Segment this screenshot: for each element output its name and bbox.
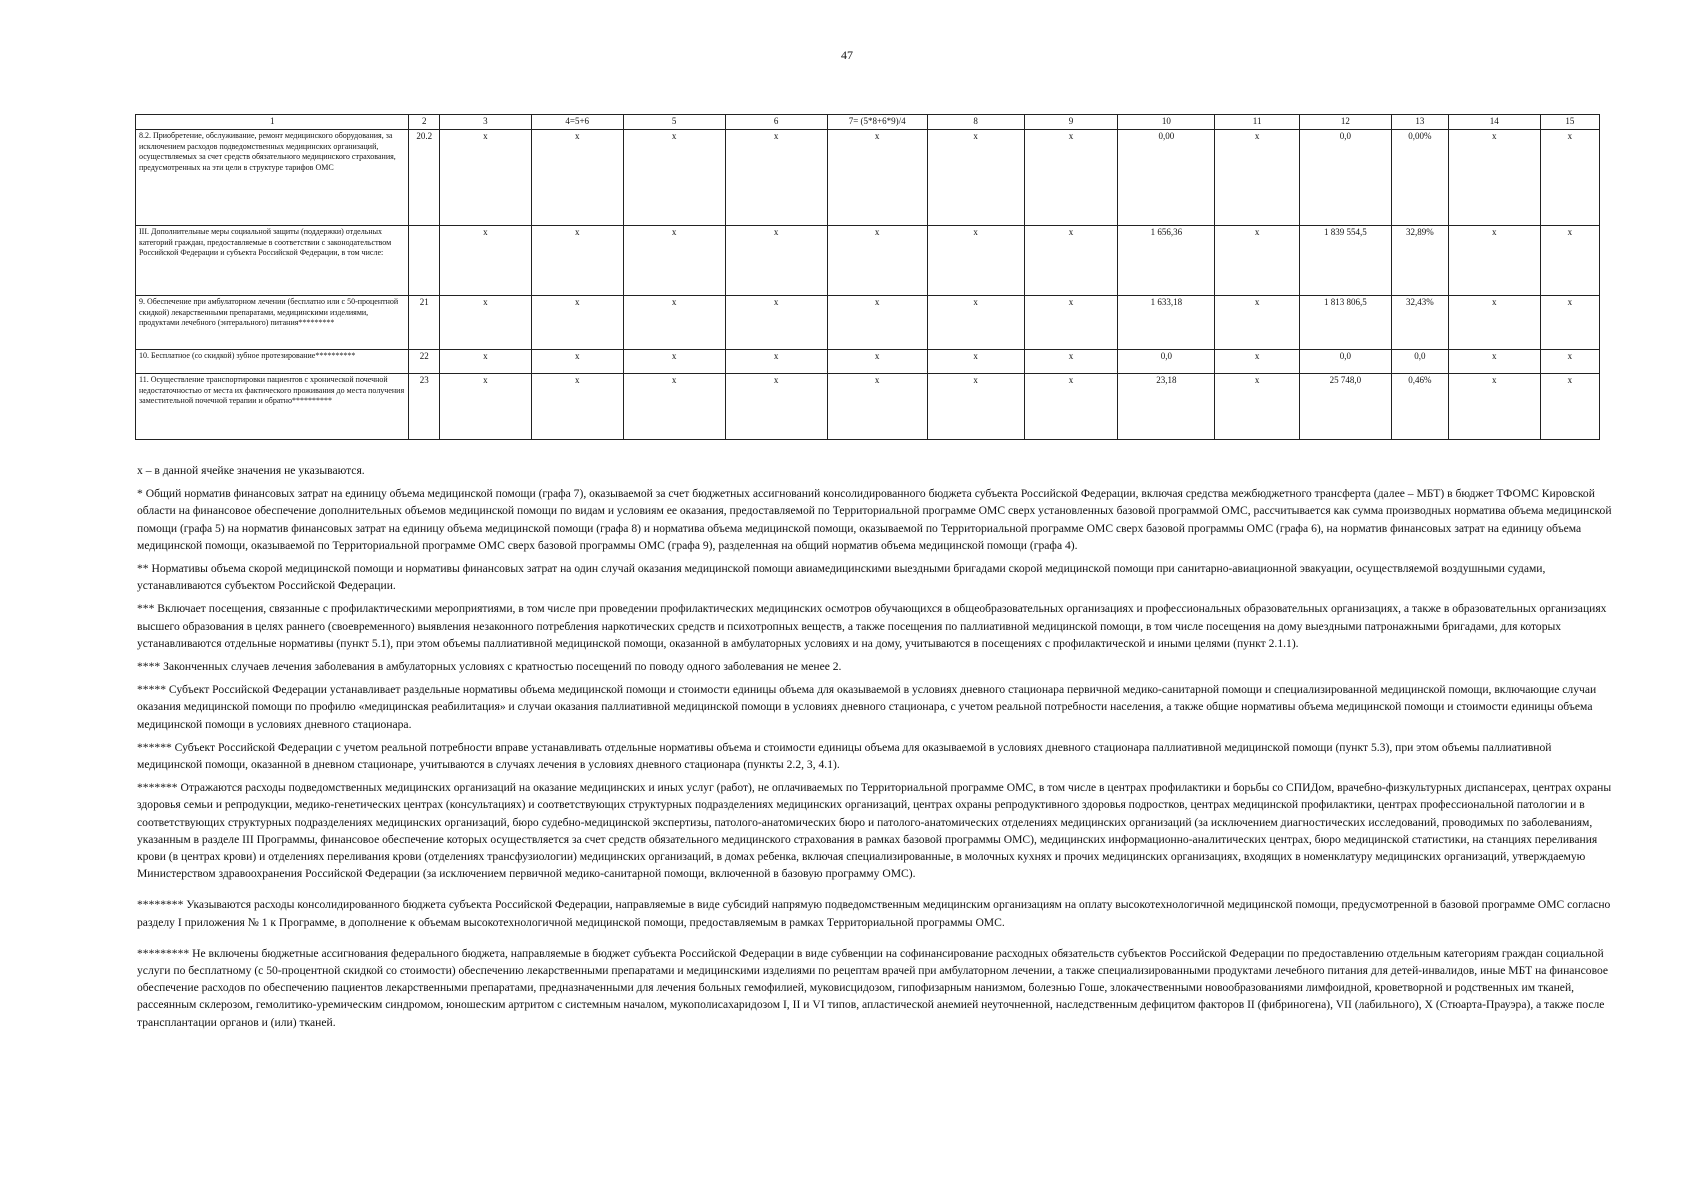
column-header: 3: [440, 115, 532, 130]
table-cell: x: [623, 374, 725, 440]
column-header: 2: [409, 115, 440, 130]
column-header: 9: [1024, 115, 1118, 130]
table-cell: 0,0: [1391, 350, 1448, 374]
table-cell: x: [531, 296, 623, 350]
table-cell: x: [531, 350, 623, 374]
column-header: 6: [725, 115, 827, 130]
footnote: ****** Субъект Российской Федерации с учетом реальной потребности вправе устанавливать отдельные нормативы объема и стоимости единицы объема для оказываемой в условиях дневного стационара паллиативной медицинской помощи (пункт 5.3), при этом объемы паллиативной медицинской помощи, оказанной в дневном стационаре, учитываются в случаях лечения в условиях дневного стационара (пункты 2.2, 3, 4.1).: [137, 740, 1552, 772]
table-cell: x: [927, 374, 1024, 440]
column-header: 10: [1118, 115, 1215, 130]
table-cell: x: [1215, 226, 1300, 296]
table-cell: [409, 226, 440, 296]
table-cell: 21: [409, 296, 440, 350]
table-cell: x: [725, 350, 827, 374]
table-cell: x: [1215, 130, 1300, 226]
footnote: **** Законченных случаев лечения заболевания в амбулаторных условиях с кратностью посещений по поводу одного заболевания не менее 2.: [137, 660, 842, 674]
footnote: ******** Указываются расходы консолидированного бюджета субъекта Российской Федерации, направляемые в виде субсидий напрямую подведомственным медицинским организациям на оплату высокотехнологичной медицинской помощи, предусмотренной в базовой программе ОМС согласно разделу I приложения № 1 к Программе, в дополнение к объемам высокотехнологичной медицинской помощи, предоставляемым в рамках Территориальной программы ОМС.: [137, 898, 1611, 929]
table-row: [136, 226, 1600, 296]
table-cell: x: [827, 130, 927, 226]
table-row: [136, 296, 1600, 350]
table-cell: 1 839 554,5: [1299, 226, 1391, 296]
table-cell: 22: [409, 350, 440, 374]
footnote: ********* Не включены бюджетные ассигнования федерального бюджета, направляемые в бюджет субъекта Российской Федерации в виде субвенции на софинансирование расходных обязательств субъектов Российской Федерации по предоставлению отдельным категориям граждан социальной услуги по бесплатному (с 50-процентной скидкой со стоимости) обеспечению лекарственными препаратами и медицинскими изделиями по рецептам врачей при амбулаторном лечении, а также специализированными продуктами лечебного питания для детей-инвалидов, иные МБТ на финансовое обеспечение расходов по обеспечению пациентов лекарственными препаратами, предназначенными для лечения больных гемофилией, муковисцидозом, гипофизарным нанизмом, болезнью Гоше, злокачественными новообразованиями лимфоидной, кроветворной и родственных им тканей, рассеянным склерозом, гемолитико-уремическим синдромом, юношеским артритом с системным началом, мукополисахаридозом I, II и VI типов, апластической анемией неуточненной, наследственным дефицитом факторов II (фибриногена), VII (лабильного), X (Стюарта-Прауэра), а также после трансплантации органов и (или) тканей.: [137, 946, 1609, 1029]
table-cell: x: [440, 374, 532, 440]
column-header: 11: [1215, 115, 1300, 130]
table-cell: 32,43%: [1391, 296, 1448, 350]
row-label: III. Дополнительные меры социальной защиты (поддержки) отдельных категорий граждан, предоставляемые в соответствии с законодательством Российской Федерации и субъекта Российской Федерации, в том числе:: [136, 226, 409, 296]
table-cell: x: [827, 296, 927, 350]
page-number: 47: [841, 48, 853, 62]
footnote: x – в данной ячейке значения не указываются.: [137, 464, 365, 477]
column-header: 14: [1448, 115, 1540, 130]
data-table: [135, 114, 1600, 440]
table-cell: x: [827, 350, 927, 374]
column-header: 7= (5*8+6*9)/4: [827, 115, 927, 130]
table-cell: 20.2: [409, 130, 440, 226]
column-header: 8: [927, 115, 1024, 130]
table-cell: x: [440, 226, 532, 296]
column-header: 1: [136, 115, 409, 130]
column-header: 15: [1540, 115, 1599, 130]
table-row: [136, 374, 1600, 440]
table-cell: x: [927, 130, 1024, 226]
table-cell: x: [1024, 374, 1118, 440]
table-cell: x: [1540, 130, 1599, 226]
footnote: ***** Субъект Российской Федерации устанавливает раздельные нормативы объема медицинской помощи и стоимости единицы объема для оказываемой в условиях дневного стационара первичной медико-санитарной помощи и специализированной медицинской помощи, включающие случаи оказания медицинской помощи по профилю «медицинская реабилитация» и случаи оказания паллиативной медицинской помощи в условиях дневного стационара, с учетом реальной потребности населения, а также общие нормативы объема медицинской помощи и стоимости единицы объема медицинской помощи в условиях дневного стационара.: [137, 683, 1597, 731]
table-cell: x: [725, 374, 827, 440]
table-cell: x: [827, 226, 927, 296]
table-cell: x: [725, 130, 827, 226]
table-cell: x: [440, 296, 532, 350]
table-cell: 0,00: [1118, 130, 1215, 226]
table-header-row: [136, 115, 1600, 130]
table-cell: x: [531, 374, 623, 440]
table-cell: 1 633,18: [1118, 296, 1215, 350]
table-cell: x: [1540, 296, 1599, 350]
table-cell: 32,89%: [1391, 226, 1448, 296]
table-cell: 0,46%: [1391, 374, 1448, 440]
column-header: 13: [1391, 115, 1448, 130]
table-cell: x: [623, 296, 725, 350]
table-cell: 0,00%: [1391, 130, 1448, 226]
table-cell: x: [531, 130, 623, 226]
table-cell: x: [623, 226, 725, 296]
footnote: ******* Отражаются расходы подведомственных медицинских организаций на оказание медицинских и иных услуг (работ), не оплачиваемых по Территориальной программе ОМС, в том числе в центрах профилактики и борьбы со СПИДом, врачебно-физкультурных диспансерах, центрах охраны здоровья семьи и репродукции, медико-генетических центрах (консультациях) и соответствующих структурных подразделениях медицинских организаций, центрах охраны репродуктивного здоровья подростков, центрах медицинской профилактики, центрах профессиональной патологии и в соответствующих структурных подразделениях медицинских организаций, бюро судебно-медицинской экспертизы, патолого-анатомических бюро и патолого-анатомических отделениях медицинских организаций (за исключением диагностических исследований, проводимых по заболеваниям, указанным в разделе III Программы, финансовое обеспечение которых осуществляется за счет средств обязательного медицинского страхования в рамках базовой программы ОМС), медицинских информационно-аналитических центрах, бюро медицинской статистики, на станциях переливания крови (в центрах крови) и отделениях переливания крови (отделениях трансфузиологии) медицинских организаций, в домах ребенка, включая специализированные, в молочных кухнях и прочих медицинских организациях, входящих в номенклатуру медицинских организаций, утверждаемую Министерством здравоохранения Российской Федерации (за исключением первичной медико-санитарной помощи, включенной в базовую программу ОМС).: [137, 781, 1612, 881]
column-header: 4=5+6: [531, 115, 623, 130]
table-cell: x: [927, 226, 1024, 296]
table-cell: x: [1540, 374, 1599, 440]
footnote: * Общий норматив финансовых затрат на единицу объема медицинской помощи (графа 7), оказываемой за счет бюджетных ассигнований консолидированного бюджета субъекта Российской Федерации, включая средства межбюджетного трансферта (далее – МБТ) в бюджет ТФОМС Кировской области на финансовое обеспечение дополнительных объемов медицинской помощи по видам и условиям ее оказания, предоставляемой по Территориальной программе ОМС сверх установленных базовой программой ОМС, рассчитывается как сумма производных норматива объема медицинской помощи (графа 5) на норматив финансовых затрат на единицу объема медицинской помощи (графа 8) и норматива объема медицинской помощи, оказываемой по Территориальной программе ОМС сверх базовой программы ОМС (графа 6), на норматив финансовых затрат на единицу объема медицинской помощи, оказываемой по Территориальной программе ОМС сверх базовой программы ОМС (графа 9), разделенная на общий норматив объема медицинской помощи (графа 4).: [137, 487, 1612, 552]
table-cell: x: [1215, 296, 1300, 350]
table-cell: 25 748,0: [1299, 374, 1391, 440]
table-cell: x: [623, 130, 725, 226]
table-cell: x: [1024, 296, 1118, 350]
table-cell: x: [927, 350, 1024, 374]
row-label: 9. Обеспечение при амбулаторном лечении (бесплатно или с 50-процентной скидкой) лекарственными препаратами, медицинскими изделиями, продуктами лечебного (энтерального) питания*********: [136, 296, 409, 350]
table-cell: x: [1448, 350, 1540, 374]
footnote: *** Включает посещения, связанные с профилактическими мероприятиями, в том числе при проведении профилактических медицинских осмотров обучающихся в общеобразовательных организациях и профессиональных образовательных организациях, а также в образовательных организациях высшего образования в целях раннего (своевременного) выявления незаконного потребления наркотических средств и психотропных веществ, а также посещения по паллиативной медицинской помощи, в том числе посещения на дому выездными патронажными бригадами, для которых устанавливаются отдельные нормативы (пункт 5.1), при этом объемы паллиативной медицинской помощи, оказанной в амбулаторных условиях и на дому, учитываются в посещениях с профилактической и иными целями (пункт 2.1.1).: [137, 602, 1607, 650]
column-header: 5: [623, 115, 725, 130]
table-cell: x: [827, 374, 927, 440]
table-cell: x: [440, 130, 532, 226]
table-cell: x: [1215, 374, 1300, 440]
row-label: 10. Бесплатное (со скидкой) зубное протезирование**********: [136, 350, 409, 374]
table-row: [136, 350, 1600, 374]
table-cell: x: [1024, 350, 1118, 374]
table-cell: x: [1448, 226, 1540, 296]
table-cell: x: [1540, 226, 1599, 296]
table-cell: x: [1448, 296, 1540, 350]
table-cell: 0,0: [1118, 350, 1215, 374]
table-cell: 0,0: [1299, 130, 1391, 226]
table-cell: 23: [409, 374, 440, 440]
table-cell: x: [725, 226, 827, 296]
table-cell: 1 656,36: [1118, 226, 1215, 296]
table-cell: x: [623, 350, 725, 374]
table-cell: x: [1448, 374, 1540, 440]
table-cell: x: [1024, 226, 1118, 296]
table-cell: 23,18: [1118, 374, 1215, 440]
row-label: 11. Осуществление транспортировки пациентов с хронической почечной недостаточностью от места их фактического проживания до места получения заместительной почечной терапии и обратно**********: [136, 374, 409, 440]
table-cell: x: [531, 226, 623, 296]
table-cell: x: [1448, 130, 1540, 226]
footnote: ** Нормативы объема скорой медицинской помощи и нормативы финансовых затрат на один случай оказания медицинской помощи авиамедицинскими выездными бригадами скорой медицинской помощи при санитарно-авиационной эвакуации, осуществляемой воздушными судами, устанавливаются субъектом Российской Федерации.: [137, 562, 1546, 593]
footnotes: [137, 462, 1617, 1037]
table-cell: x: [440, 350, 532, 374]
table-cell: x: [927, 296, 1024, 350]
table-cell: x: [1540, 350, 1599, 374]
table-row: [136, 130, 1600, 226]
table-cell: x: [1024, 130, 1118, 226]
table-cell: x: [1215, 350, 1300, 374]
table-cell: 0,0: [1299, 350, 1391, 374]
column-header: 12: [1299, 115, 1391, 130]
row-label: 8.2. Приобретение, обслуживание, ремонт медицинского оборудования, за исключением расходов подведомственных медицинских организаций, осуществляемых за счет средств обязательного медицинского страхования, предусмотренных на эти цели в структуре тарифов ОМС: [136, 130, 409, 226]
table-cell: x: [725, 296, 827, 350]
table-cell: 1 813 806,5: [1299, 296, 1391, 350]
